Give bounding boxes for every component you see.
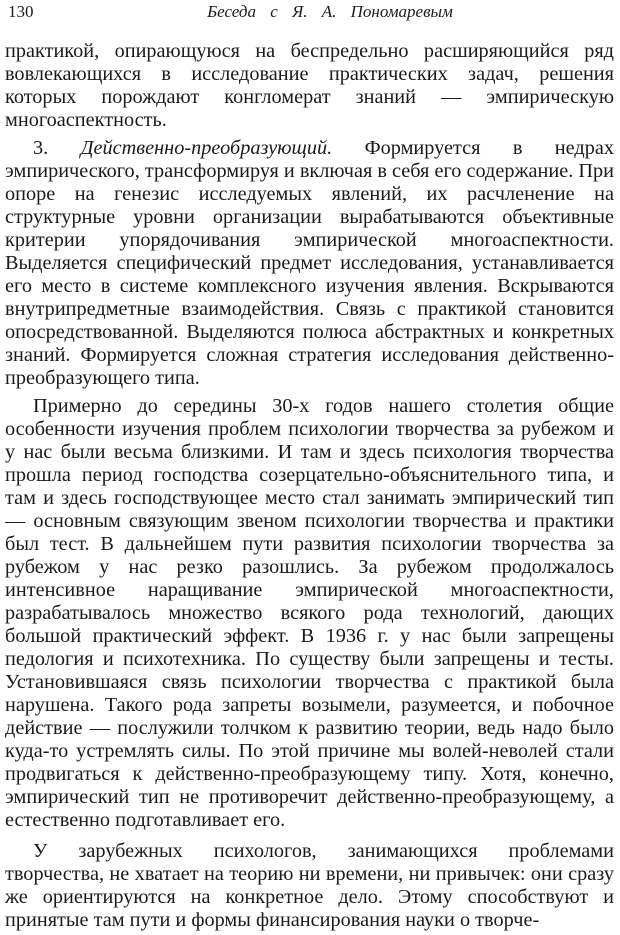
paragraph-2-text: Формируется в недрах эмпирического, трансформируя и включая в себя его содержание. При опоре на генезис исследуемых явлений, их расчленение на структурные уровни организации вырабатываются объективные критерии упорядочивания эмпирической многоаспектности. Выделяется специфический предмет исследования, устанавливается его место в системе комплексного изучения явления. Вскрываются внутрипредметные взаимодействия. Связь с практикой становится опосредствованной. Выделяются полюса абстрактных и конкретных знаний. Формируется сложная стратегия исследования действенно-преобразующего типа. bbox=[5, 137, 615, 389]
list-number: 3. bbox=[33, 137, 49, 159]
paragraph-2 bbox=[5, 137, 614, 390]
paragraph-1: практикой, опирающуюся на беспредельно расширяющийся ряд вовлекающихся в исследование практических задач, решения которых порождают конгломерат знаний — эмпирическую многоаспектность. bbox=[5, 40, 614, 131]
page-number: 130 bbox=[8, 2, 34, 21]
paragraph-4: У зарубежных психологов, занимающихся проблемами творчества, не хватает на теорию ни времени, ни привычек: они сразу же ориентируются на конкретное дело. Этому способствуют и принятые там пути и формы финансирования науки о творче- bbox=[5, 840, 614, 931]
page-header bbox=[0, 0, 620, 26]
type-term: Действенно-преобразующий. bbox=[80, 137, 333, 159]
running-title: Беседа с Я. А. Пономаревым bbox=[207, 2, 453, 21]
paragraph-3: Примерно до середины 30-х годов нашего столетия общие особенности изучения проблем психологии творчества за рубежом и у нас были весьма близкими. И там и здесь психология творчества прошла период господства созерцательно-объяснительного типа, и там и здесь господствующее место стал занимать эмпирический тип — основным связующим звеном психологии творчества и практики был тест. В дальнейшем пути развития психологии творчества за рубежом у нас резко разошлись. За рубежом продолжалось интенсивное наращивание эмпирической многоаспектности, разрабатывалось множество всякого рода технологий, дающих большой практический эффект. В 1936 г. у нас были запрещены педология и психотехника. По существу были запрещены и тесты. Установившаяся связь психологии творчества с практикой была нарушена. Такого рода запреты возымели, разумеется, и побочное действие — послужили толчком к развитию теории, ведь надо было куда-то устремлять силы. По этой причине мы волей-неволей стали продвигаться к действенно-преобразующему типу. Хотя, конечно, эмпирический тип не противоречит действенно-преобразующему, а естественно подготавливает его. bbox=[5, 395, 614, 831]
body-text bbox=[5, 40, 614, 932]
